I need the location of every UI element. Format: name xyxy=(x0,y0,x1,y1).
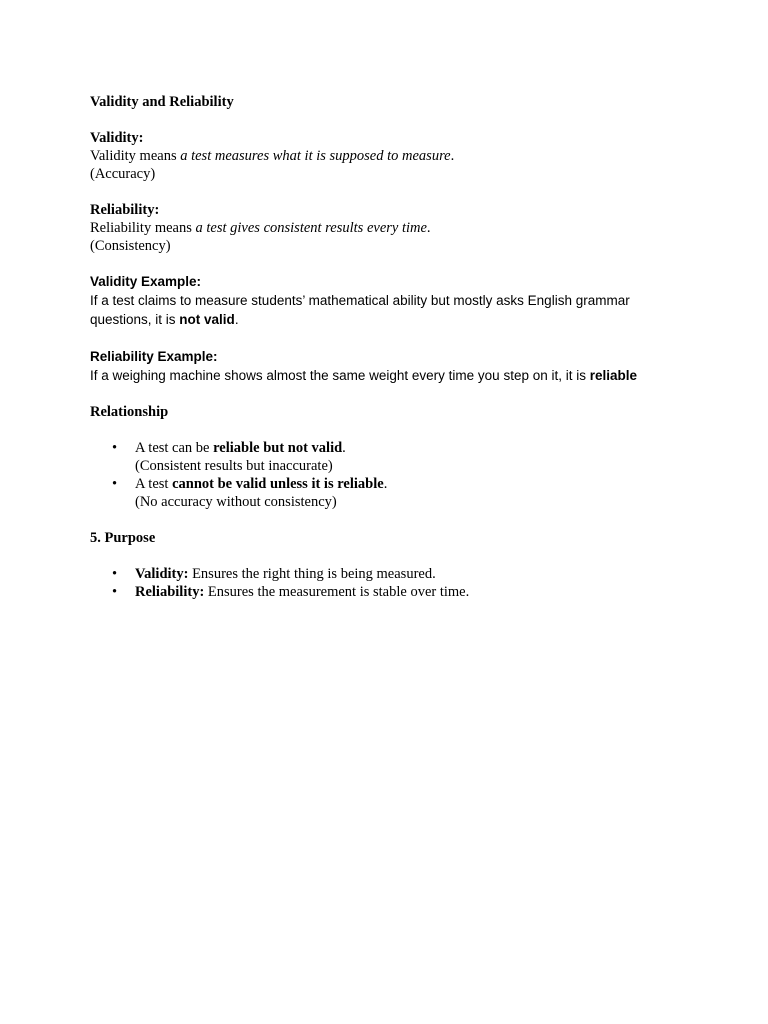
reliability-definition: Reliability means a test gives consistent results every time. xyxy=(90,220,431,236)
purpose-heading: 5. Purpose xyxy=(90,530,156,546)
list-item: • A test can be reliable but not valid. (Consistent results but inaccurate) xyxy=(112,440,346,474)
relationship-heading: Relationship xyxy=(90,404,169,420)
bullet-icon: • xyxy=(112,566,118,582)
validity-example-heading: Validity Example: xyxy=(90,274,202,289)
reliability-example-text: If a weighing machine shows almost the same weight every time you step on it, it is reliable xyxy=(90,368,638,383)
document-title: Validity and Reliability xyxy=(90,94,234,110)
list-item: • Reliability: Ensures the measurement is stable over time. xyxy=(112,584,470,600)
bullet-icon: • xyxy=(112,476,118,492)
validity-example-text: If a test claims to measure students’ mathematical ability but mostly asks English grammar questions, it is not valid. xyxy=(90,293,630,327)
validity-note: (Accuracy) xyxy=(90,166,156,182)
validity-section xyxy=(90,129,690,183)
list-item: • A test cannot be valid unless it is reliable. (No accuracy without consistency) xyxy=(112,476,388,510)
reliability-example-heading: Reliability Example: xyxy=(90,349,218,364)
validity-example-section xyxy=(90,272,690,329)
reliability-example-section xyxy=(90,347,730,385)
reliability-section xyxy=(90,201,690,255)
bullet-icon: • xyxy=(112,440,118,456)
bullet-icon: • xyxy=(112,584,118,600)
reliability-heading: Reliability: xyxy=(90,202,160,218)
relationship-list xyxy=(90,439,690,511)
validity-heading: Validity: xyxy=(90,130,144,146)
reliability-note: (Consistency) xyxy=(90,238,171,254)
purpose-list xyxy=(90,565,690,601)
list-item: • Validity: Ensures the right thing is being measured. xyxy=(112,566,436,582)
validity-definition: Validity means a test measures what it is supposed to measure. xyxy=(90,148,455,164)
